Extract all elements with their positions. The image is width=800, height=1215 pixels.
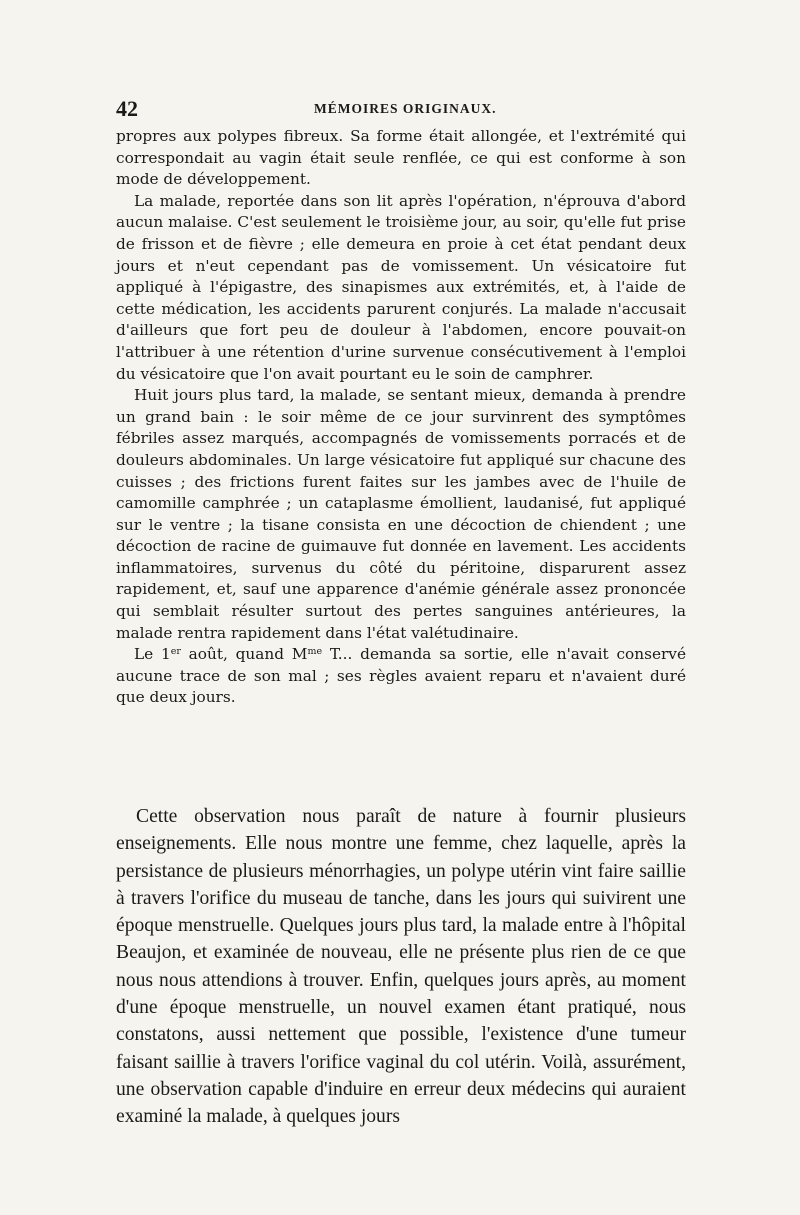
page-number: 42 (116, 96, 138, 121)
text-run: août, quand M (180, 645, 308, 664)
case-report-text (116, 126, 686, 709)
commentary-text (116, 803, 686, 1131)
superscript: er (170, 646, 181, 658)
paragraph-postoperative: La malade, reportée dans son lit après l'opération, n'éprouva d'abord aucun malaise. C'est seulement le troisième jour, au soir, qu'elle fut prise de frisson et de fièvre ; elle demeura en proie à cet état pendant deux jours et n'eut cependant pas de vomissement. Un vésicatoire fut appliqué à l'épigastre, des sinapismes aux extrémités, et, à l'aide de cette médication, les accidents parurent conjurés. La malade n'accusait d'ailleurs que fort peu de douleur à l'abdomen, encore pouvait-on l'attribuer à une rétention d'urine survenue consécutivement à l'emploi du vésicatoire que l'on avait pourtant eu le soin de camphrer. (116, 191, 686, 383)
running-head (116, 96, 686, 122)
paragraph-relapse: Huit jours plus tard, la malade, se sentant mieux, demanda à prendre un grand bain : le soir même de ce jour survinrent des symptômes fébriles assez marqués, accompagnés de vomissements porracés et de douleurs abdominales. Un large vésicatoire fut appliqué sur chacune des cuisses ; des frictions furent faites sur les jambes avec de l'huile de camomille camphrée ; un cataplasme émollient, laudanisé, fut appliqué sur le ventre ; la tisane consista en une décoction de chiendent ; une décoction de racine de guimauve fut donnée en lavement. Les accidents inflammatoires, survenus du côté du péritoine, disparurent assez rapidement, et, sauf une apparence d'anémie générale assez prononcée qui semblait résulter surtout des pertes sanguines antérieures, la malade rentra rapidement dans l'état valétudinaire. (116, 386, 686, 642)
running-title: MÉMOIRES ORIGINAUX. (314, 101, 497, 116)
superscript: me (307, 646, 323, 658)
paragraph-continuation: propres aux polypes fibreux. Sa forme était allongée, et l'extrémité qui correspondait au vagin était seule renflée, ce qui est conforme à son mode de développement. (116, 127, 686, 189)
paragraph-commentary: Cette observation nous paraît de nature à fournir plusieurs enseignements. Elle nous montre une femme, chez laquelle, après la persistance de plusieurs ménorrhagies, un polype utérin vint faire saillie à travers l'orifice du museau de tanche, dans les jours qui suivirent une époque menstruelle. Quelques jours plus tard, la malade entre à l'hôpital Beaujon, et examinée de nouveau, elle ne présente plus rien de ce que nous nous attendions à trouver. Enfin, quelques jours après, au moment d'une époque menstruelle, un nouvel examen étant pratiqué, nous constatons, aussi nettement que possible, l'existence d'une tumeur faisant saillie à travers l'orifice vaginal du col utérin. Voilà, assurément, une observation capable d'induire en erreur deux médecins qui auraient examiné la malade, à quelques jours (116, 806, 686, 1128)
text-run: Le 1 (134, 645, 171, 664)
paragraph-discharge (116, 644, 686, 709)
text-run: T... demanda sa sortie, elle n'avait conservé aucune trace de son mal ; ses règles avaient reparu et n'avaient duré que deux jours. (116, 645, 687, 707)
